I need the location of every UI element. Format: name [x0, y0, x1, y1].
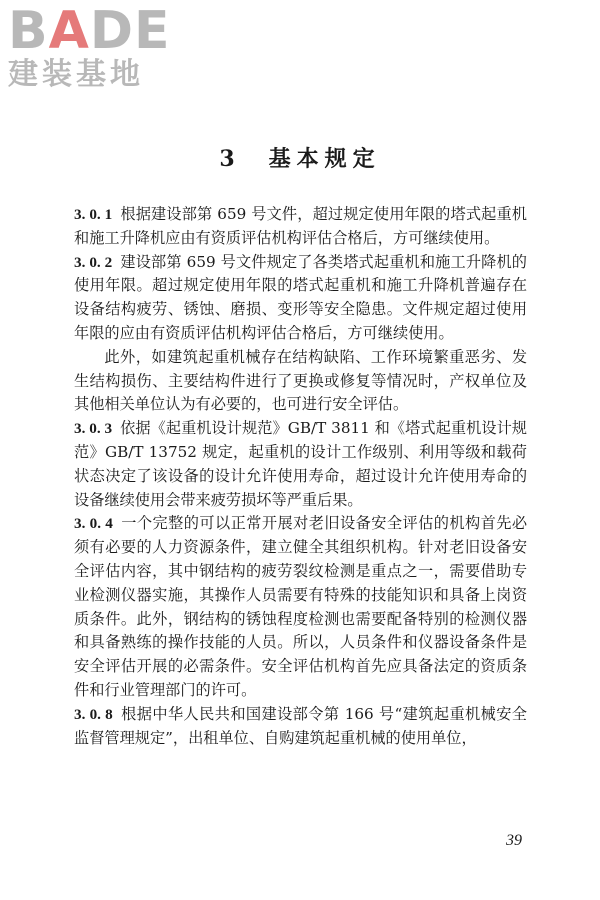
- watermark-brand-suffix: DE: [89, 1, 171, 61]
- clause-number: 3. 0. 1: [74, 206, 113, 223]
- clause-text: 依据《起重机设计规范》GB/T 3811 和《塔式起重机设计规范》GB/T 13752 规定，起重机的设计工作级别、利用等级和载荷状态决定了该设备的设计允许使用寿命，超过设计允许使用寿命的设备继续使用会带来疲劳损坏等严重后果。: [74, 419, 527, 509]
- watermark-logo: [8, 1, 183, 94]
- clause-text: 此外，如建筑起重机械存在结构缺陷、工作环境繁重恶劣、发生结构损伤、主要结构件进行了更换或修复等情况时，产权单位及其他相关单位认为有必要的，也可进行安全评估。: [74, 347, 527, 414]
- clause-number: 3. 0. 3: [74, 420, 113, 438]
- watermark-brand-accent: A: [48, 1, 90, 61]
- clause-number: 3. 0. 2: [74, 253, 113, 271]
- clause-3-0-1: [74, 203, 527, 251]
- watermark-brand: [8, 1, 183, 61]
- clause-text: 一个完整的可以正常开展对老旧设备安全评估的机构首先必须有必要的人力资源条件，建立健全其组织机构。针对老旧设备安全评估内容，其中钢结构的疲劳裂纹检测是重点之一，需要借助专业检测仪器实施，其操作人员需要有特殊的技能知识和具备上岗资质条件。此外，钢结构的锈蚀程度检测也需要配备特别的检测仪器和具备熟练的操作技能的人员。所以，人员条件和仪器设备条件是安全评估开展的必需条件。安全评估机构首先应具备法定的资质条件和行业管理部门的许可。: [74, 514, 528, 699]
- clause-number: 3. 0. 8: [74, 705, 113, 723]
- clause-3-0-4: [74, 512, 527, 702]
- clause-3-0-3: [74, 417, 527, 512]
- page-title: 3 基本规定: [219, 146, 381, 172]
- clause-text: 根据中华人民共和国建设部令第 166 号“建筑起重机械安全监督管理规定”，出租单位、自购建筑起重机械的使用单位，: [74, 704, 527, 747]
- clause-text: 建设部第 659 号文件规定了各类塔式起重机和施工升降机的使用年限。超过规定使用年限的塔式起重机和施工升降机普遍存在设备结构疲劳、锈蚀、磨损、变形等安全隐患。文件规定超过使用年限的应由有资质评估机构评估合格后，方可继续使用。: [74, 252, 527, 342]
- document-body: [74, 203, 527, 750]
- watermark-brand-prefix: B: [8, 1, 49, 61]
- watermark-subtitle: 建装基地: [8, 57, 144, 92]
- clause-number: 3. 0. 4: [74, 515, 113, 533]
- clause-3-0-2-continuation: [74, 346, 527, 417]
- clause-text: 根据建设部第 659 号文件，超过规定使用年限的塔式起重机和施工升降机应由有资质评估机构评估合格后，方可继续使用。: [74, 205, 527, 247]
- page-number: 39: [506, 832, 522, 849]
- clause-3-0-8: [74, 703, 527, 751]
- clause-3-0-2: [74, 251, 527, 346]
